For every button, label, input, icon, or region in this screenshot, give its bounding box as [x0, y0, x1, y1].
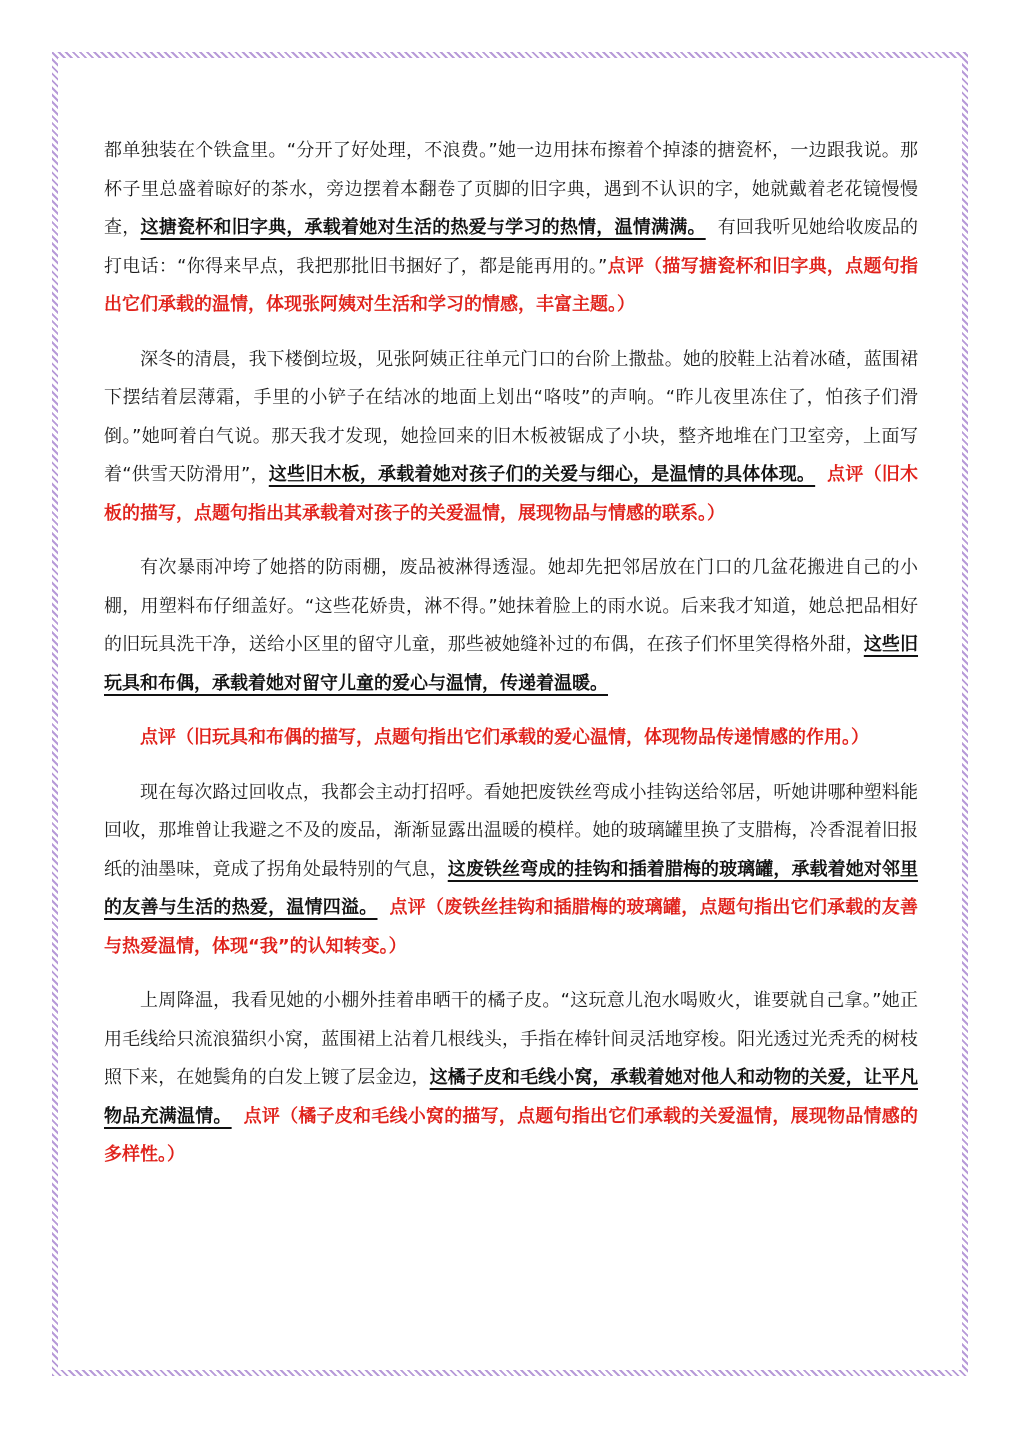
theme-sentence: 这搪瓷杯和旧字典，承载着她对生活的热爱与学习的热情，温情满满。	[140, 217, 706, 238]
article-body	[104, 132, 918, 1175]
theme-sentence: 这废铁丝弯成的挂钩和插着腊梅的玻璃罐，承载着她对邻里的友善与生活的热爱，温情四溢。	[104, 858, 919, 918]
commentary: 点评（旧玩具和布偶的描写，点题句指出它们承载的爱心温情，体现物品传递情感的作用。）	[140, 727, 869, 748]
paragraph-2	[104, 341, 918, 534]
paragraph-4	[104, 774, 918, 967]
paragraph-text: 现在每次路过回收点，我都会主动打招呼。看她把废铁丝弯成小挂钩送给邻居，听她讲哪种塑料能回收，那堆曾让我避之不及的废品，渐渐显露出温暖的模样。她的玻璃罐里换了支腊梅，冷香混着旧报纸的油墨味，竟成了拐角处最特别的气息，	[104, 781, 918, 880]
paragraph-text: 深冬的清晨，我下楼倒垃圾，见张阿姨正往单元门口的台阶上撒盐。她的胶鞋上沾着冰碴，蓝围裙下摆结着层薄霜，手里的小铲子在结冰的地面上划出“咯吱”的声响。“昨儿夜里冻住了，怕孩子们滑倒。”她呵着白气说。那天我才发现，她捡回来的旧木板被锯成了小块，整齐地堆在门卫室旁，上面写着“供雪天防滑用”，	[104, 348, 918, 485]
paragraph-text: 有次暴雨冲垮了她搭的防雨棚，废品被淋得透湿。她却先把邻居放在门口的几盆花搬进自己的小棚，用塑料布仔细盖好。“这些花娇贵，淋不得。”她抹着脸上的雨水说。后来我才知道，她总把品相好的旧玩具洗干净，送给小区里的留守儿童，那些被她缝补过的布偶，在孩子们怀里笑得格外甜，	[104, 557, 918, 655]
commentary: 点评（旧木板的描写，点题句指出其承载着对孩子的关爱温情，展现物品与情感的联系。）	[104, 464, 919, 524]
commentary: 点评（描写搪瓷杯和旧字典，点题句指出它们承载的温情，体现张阿姨对生活和学习的情感，丰富主题。）	[104, 255, 918, 315]
paragraph-5	[104, 982, 918, 1175]
commentary: 点评（废铁丝挂钩和插腊梅的玻璃罐，点题句指出它们承载的友善与热爱温情，体现“我”的认知转变。）	[104, 897, 919, 957]
commentary: 点评（橘子皮和毛线小窝的描写，点题句指出它们承载的关爱温情，展现物品情感的多样性。）	[104, 1105, 919, 1165]
paragraph-text: 上周降温，我看见她的小棚外挂着串晒干的橘子皮。“这玩意儿泡水喝败火，谁要就自己拿。”她正用毛线给只流浪猫织小窝，蓝围裙上沾着几根线头，手指在棒针间灵活地穿梭。阳光透过光秃秃的树枝照下来，在她鬓角的白发上镀了层金边，	[104, 990, 918, 1088]
paragraph-1	[104, 132, 918, 325]
paragraph-3-commentary	[104, 719, 918, 758]
paragraph-text-continued: 有回我听见她给收废品的打电话：“你得来早点，我把那批旧书捆好了，都是能再用的。”	[104, 217, 919, 277]
theme-sentence: 这些旧玩具和布偶，承载着她对留守儿童的爱心与温情，传递着温暖。	[104, 634, 919, 694]
theme-sentence: 这橘子皮和毛线小窝，承载着她对他人和动物的关爱，让平凡物品充满温情。	[104, 1067, 919, 1127]
paragraph-text: 都单独装在个铁盒里。“分开了好处理，不浪费。”她一边用抹布擦着个掉漆的搪瓷杯，一边跟我说。那杯子里总盛着晾好的茶水，旁边摆着本翻卷了页脚的旧字典，遇到不认识的字，她就戴着老花镜慢慢查，	[104, 140, 918, 238]
theme-sentence: 这些旧木板，承载着她对孩子们的关爱与细心，是温情的具体体现。	[268, 464, 816, 485]
paragraph-3	[104, 549, 918, 703]
